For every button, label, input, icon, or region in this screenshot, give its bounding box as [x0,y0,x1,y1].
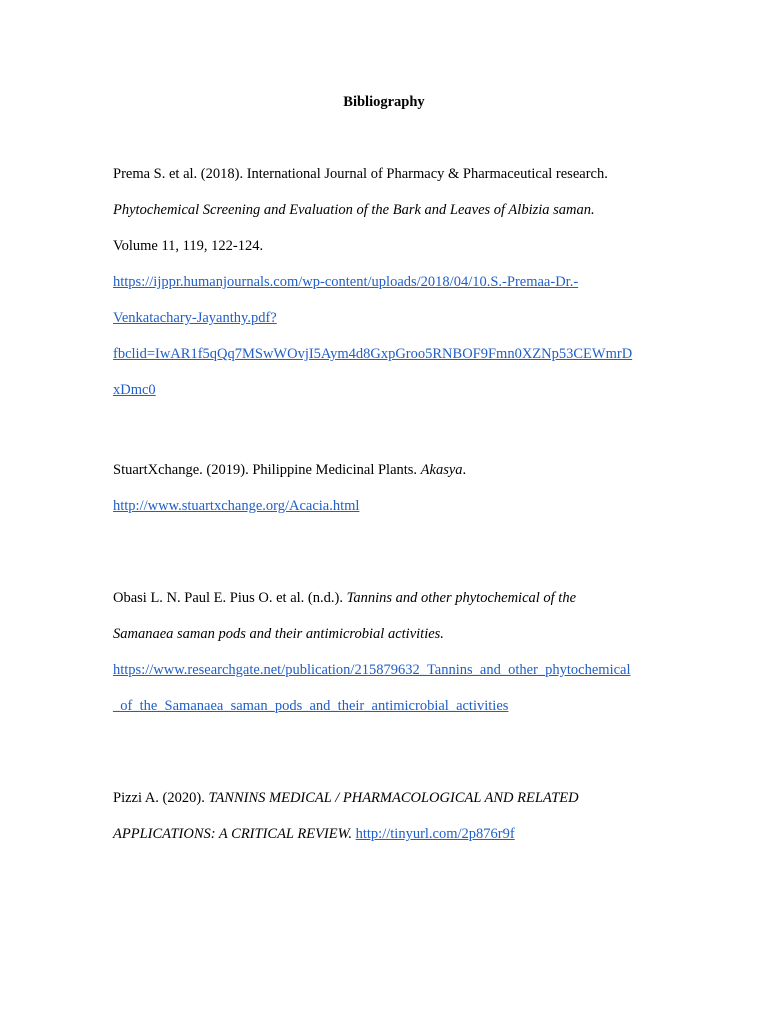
bibliography-entry-3 [113,588,673,732]
entry-4-author-year: Pizzi A. (2020). [113,790,205,806]
bibliography-entry-4 [113,788,673,860]
entry-4-work-title-line-2: APPLICATIONS: A CRITICAL REVIEW. [113,826,352,842]
entry-3-citation-line [113,588,673,624]
entry-2-url[interactable]: http://www.stuartxchange.org/Acacia.html [113,498,360,514]
entry-3-author-year: Obasi L. N. Paul E. Pius O. et al. (n.d.). [113,590,343,606]
entry-1-url-line-4[interactable]: xDmc0 [113,382,156,398]
entry-1-author-year: Prema S. et al. (2018). International Journal of Pharmacy & Pharmaceutical research. [113,166,608,182]
entry-2-author-year: StuartXchange. (2019). Philippine Medicinal Plants. [113,462,418,478]
entry-4-title-url-line [113,824,673,860]
entry-2-citation-line: StuartXchange. (2019). Philippine Medicinal Plants. Akasya. [113,462,467,478]
entry-3-url-line-1[interactable]: https://www.researchgate.net/publication/215879632_Tannins_and_other_phytochemical [113,662,631,678]
entry-1-url-line-2[interactable]: Venkatachary-Jayanthy.pdf? [113,310,277,326]
entry-1-url-line-1[interactable]: https://ijppr.humanjournals.com/wp-content/uploads/2018/04/10.S.-Premaa-Dr.- [113,274,579,290]
entry-4-citation-line [113,788,673,824]
entry-4-work-title-line-1: TANNINS MEDICAL / PHARMACOLOGICAL AND RELATED [208,790,579,806]
entry-1-work-title: Phytochemical Screening and Evaluation of the Bark and Leaves of Albizia saman. [113,202,595,218]
bibliography-entry-1 [113,164,673,416]
entry-1-volume: Volume 11, 119, 122-124. [113,238,264,254]
bibliography-entry-2 [113,460,673,532]
entry-2-work-title: Akasya [420,462,463,478]
entry-4-url[interactable]: http://tinyurl.com/2p876r9f [355,826,515,842]
entry-3-work-title-line-2: Samanaea saman pods and their antimicrobial activities. [113,626,444,642]
entry-1-url-line-3[interactable]: fbclid=IwAR1f5qQq7MSwWOvjI5Aym4d8GxpGroo5RNBOF9Fmn0XZNp53CEWmrD [113,346,633,362]
entry-3-url-line-2[interactable]: _of_the_Samanaea_saman_pods_and_their_antimicrobial_activities [113,698,509,714]
entry-3-work-title-line-1: Tannins and other phytochemical of the [346,590,577,606]
page-title: Bibliography [343,94,425,110]
